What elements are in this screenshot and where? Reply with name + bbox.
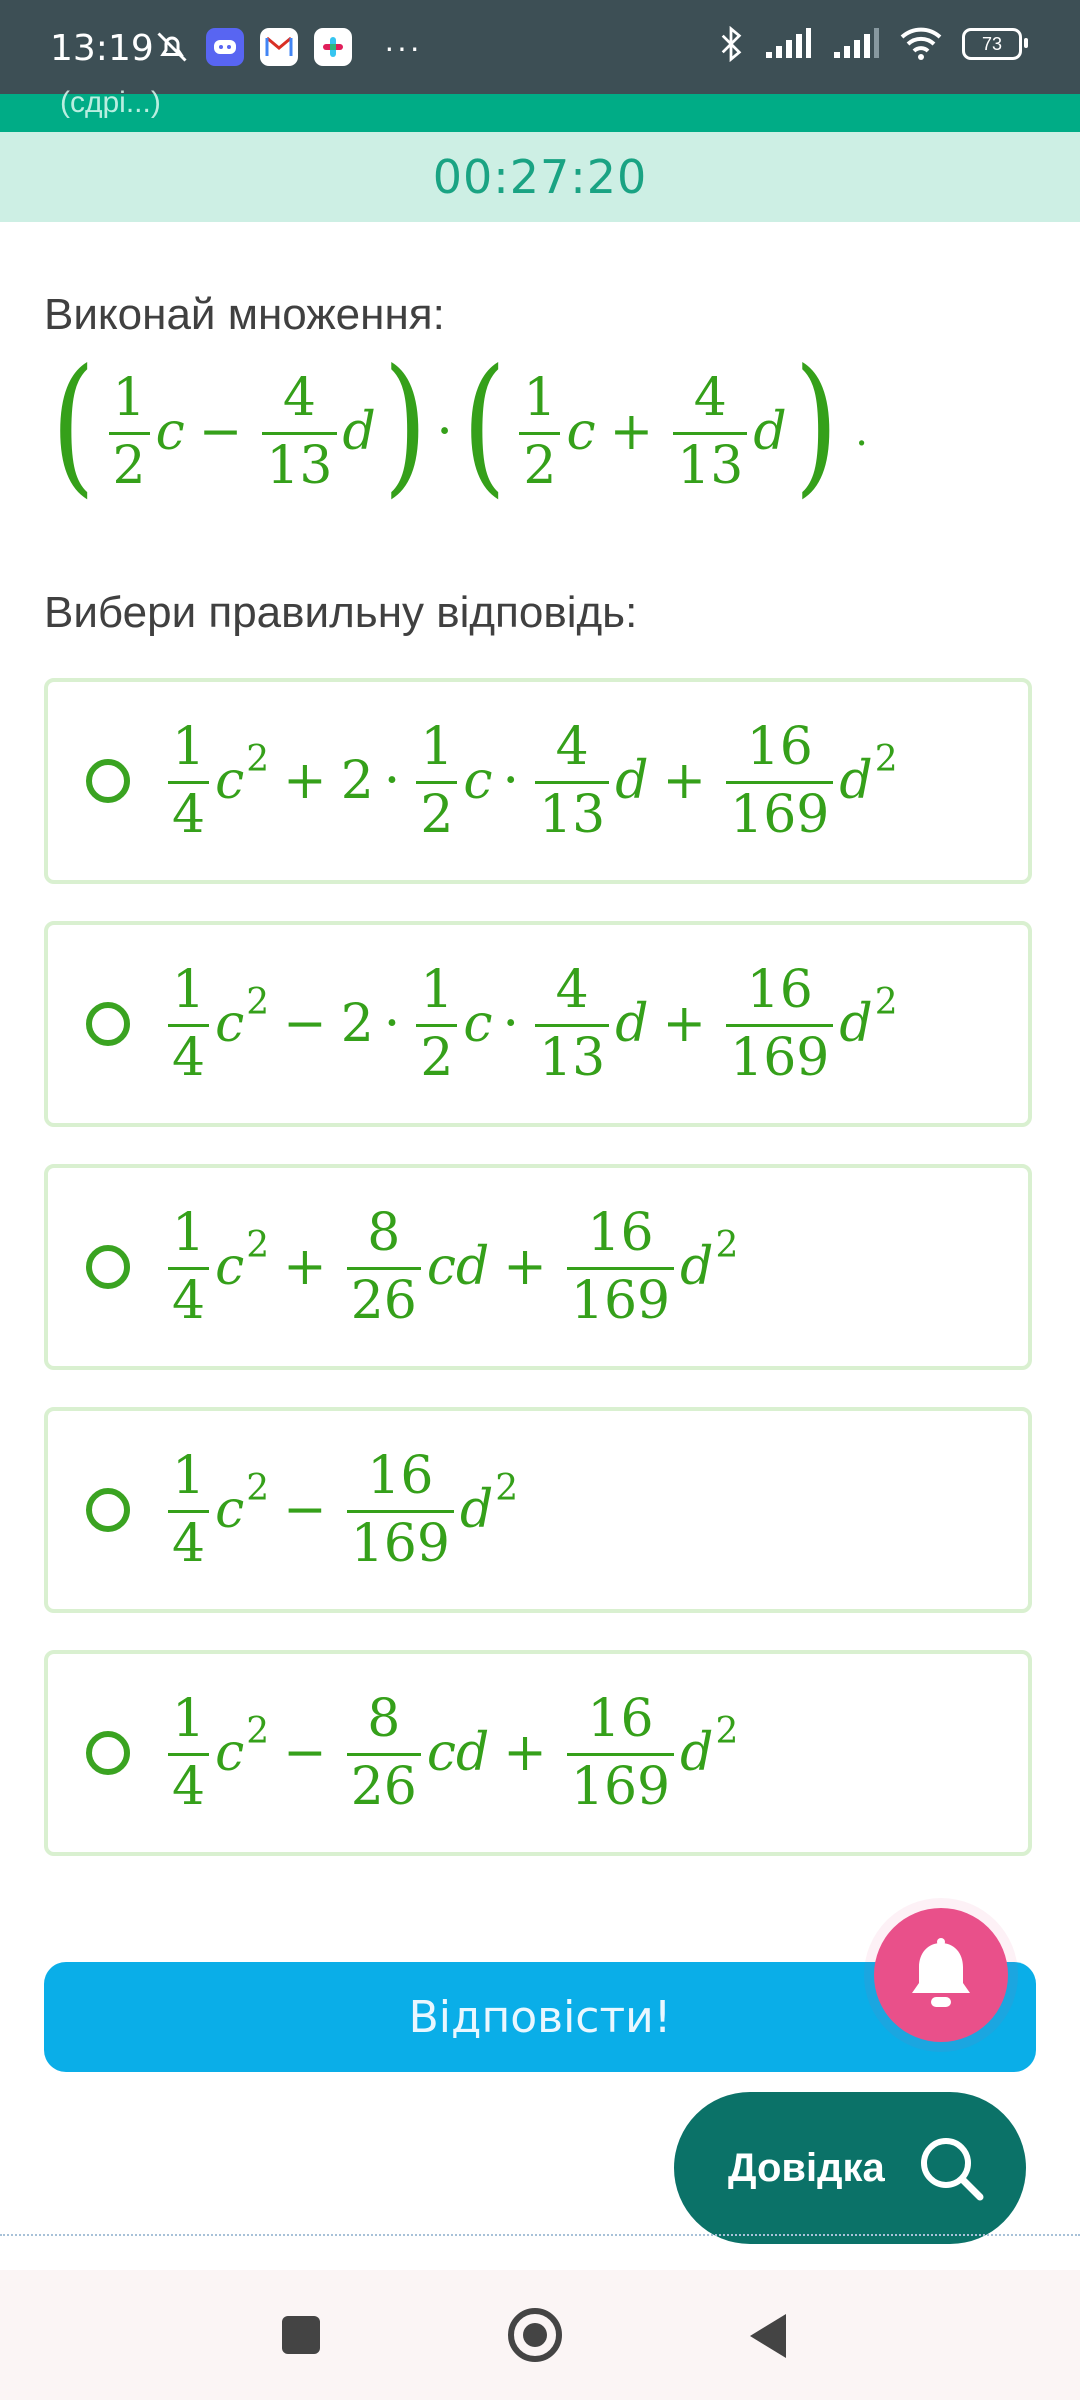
answer-option-3[interactable] xyxy=(44,1164,1032,1370)
battery-icon: 73 xyxy=(962,28,1022,60)
task-title: Виконай множення: xyxy=(44,290,445,339)
signal-icon xyxy=(832,28,880,60)
gmail-icon xyxy=(260,28,298,66)
fraction: $\frac{1}{2}$ xyxy=(519,371,560,493)
back-icon[interactable] xyxy=(750,2314,786,2358)
option-expression: $\frac{1}{4}$ c 2 − 2 · $\frac{1}{2}$ c · $\frac{4}{13}$ d + $\frac{16}{169}$ d 2 xyxy=(162,963,898,1085)
radio-button[interactable] xyxy=(86,759,130,803)
fraction: $\frac{4}{13}$ xyxy=(262,371,336,493)
option-expression: $\frac{1}{4}$ c 2 − $\frac{8}{26}$ cd + $\frac{16}{169}$ d 2 xyxy=(162,1692,738,1814)
home-icon[interactable] xyxy=(508,2308,562,2362)
discord-icon xyxy=(206,28,244,66)
wifi-icon xyxy=(900,27,942,61)
muted-bell-icon xyxy=(154,29,190,65)
help-button[interactable] xyxy=(674,2092,1026,2244)
radio-button[interactable] xyxy=(86,1245,130,1289)
status-bar xyxy=(0,0,1080,94)
timer-bar xyxy=(0,132,1080,222)
timer: 00:27:20 xyxy=(432,150,648,204)
radio-button[interactable] xyxy=(86,1488,130,1532)
system-nav-bar xyxy=(0,2270,1080,2400)
header-strip xyxy=(0,86,1080,132)
problem-expression: ( $\frac{1}{2}$ c − $\frac{4}{13}$ d ) · ( $\frac{1}{2}$ c + $\frac{4}{13}$ d ) . xyxy=(51,338,868,512)
more-notifications-icon: ··· xyxy=(384,28,422,65)
fraction: $\frac{4}{13}$ xyxy=(673,371,747,493)
header-partial-text: (сдрі...) xyxy=(60,86,161,119)
option-expression: $\frac{1}{4}$ c 2 + 2 · $\frac{1}{2}$ c · $\frac{4}{13}$ d + $\frac{16}{169}$ d 2 xyxy=(162,720,898,842)
system-icons xyxy=(718,26,1022,62)
radio-button[interactable] xyxy=(86,1002,130,1046)
recent-apps-icon[interactable] xyxy=(282,2316,320,2354)
notification-bell-button[interactable] xyxy=(874,1908,1008,2042)
fraction: $\frac{1}{2}$ xyxy=(109,371,150,493)
answer-option-2[interactable] xyxy=(44,921,1032,1127)
answer-option-1[interactable] xyxy=(44,678,1032,884)
answer-option-5[interactable] xyxy=(44,1650,1032,1856)
help-label: Довідка xyxy=(728,2145,885,2190)
submit-answer-button[interactable]: Відповісти! xyxy=(44,1962,1036,2072)
radio-button[interactable] xyxy=(86,1731,130,1775)
search-icon xyxy=(916,2133,986,2203)
bell-icon xyxy=(906,1937,976,2013)
option-expression: $\frac{1}{4}$ c 2 + $\frac{8}{26}$ cd + $\frac{16}{169}$ d 2 xyxy=(162,1206,738,1328)
option-expression: $\frac{1}{4}$ c 2 − $\frac{16}{169}$ d 2 xyxy=(162,1449,518,1571)
slack-icon xyxy=(314,28,352,66)
answer-option-4[interactable] xyxy=(44,1407,1032,1613)
choose-label: Вибери правильну відповідь: xyxy=(44,588,638,637)
divider xyxy=(0,2234,1080,2236)
bluetooth-icon xyxy=(718,26,744,62)
status-time: 13:19 xyxy=(50,28,154,69)
signal-icon xyxy=(764,28,812,60)
notification-icons xyxy=(154,28,422,66)
